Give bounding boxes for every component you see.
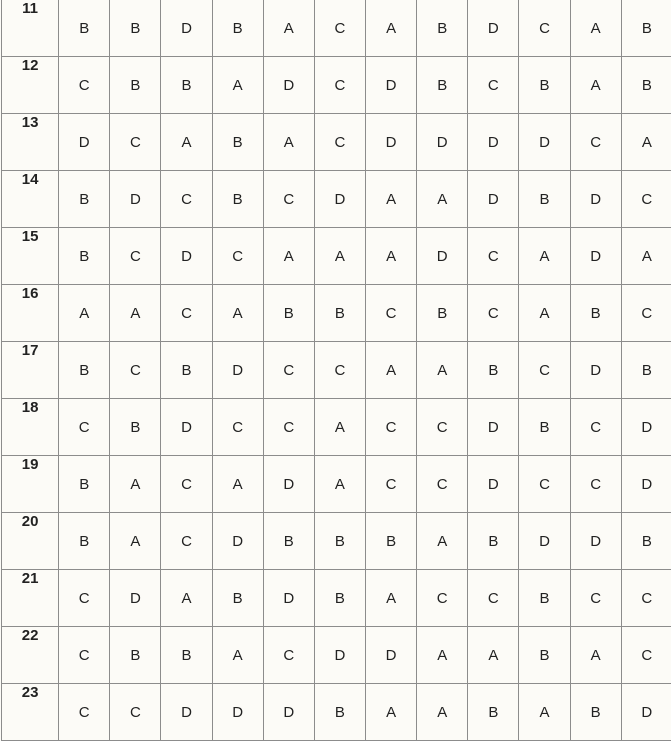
answer-cell: D xyxy=(570,171,621,228)
table-row xyxy=(2,399,671,456)
answer-cell: B xyxy=(519,399,570,456)
answer-cell: B xyxy=(519,570,570,627)
table-row xyxy=(2,0,671,57)
question-number: 18 xyxy=(2,399,59,456)
answer-cell: B xyxy=(110,627,161,684)
answer-cell: A xyxy=(212,627,263,684)
answer-cell: C xyxy=(110,684,161,741)
answer-cell: D xyxy=(468,456,519,513)
answer-cell: C xyxy=(570,114,621,171)
answer-cell: C xyxy=(417,456,468,513)
answer-cell: D xyxy=(366,114,417,171)
answer-cell: B xyxy=(212,114,263,171)
answer-cell: C xyxy=(161,456,212,513)
answer-cell: C xyxy=(570,399,621,456)
answer-cell: C xyxy=(59,57,110,114)
answer-cell: B xyxy=(519,57,570,114)
answer-cell: D xyxy=(110,171,161,228)
answer-cell: A xyxy=(468,627,519,684)
answer-cell: A xyxy=(366,684,417,741)
answer-cell: A xyxy=(212,285,263,342)
answer-cell: B xyxy=(417,57,468,114)
answer-cell: D xyxy=(263,456,314,513)
answer-cell: A xyxy=(519,228,570,285)
answer-cell: C xyxy=(519,342,570,399)
answer-cell: D xyxy=(212,342,263,399)
answer-cell: A xyxy=(621,114,671,171)
answer-cell: A xyxy=(570,627,621,684)
answer-cell: C xyxy=(314,57,365,114)
answer-cell: C xyxy=(314,0,365,57)
answer-key-table xyxy=(1,0,671,741)
answer-cell: D xyxy=(366,57,417,114)
table-row xyxy=(2,57,671,114)
answer-cell: C xyxy=(212,228,263,285)
answer-cell: A xyxy=(263,0,314,57)
answer-cell: C xyxy=(161,285,212,342)
answer-cell: C xyxy=(59,684,110,741)
table-row xyxy=(2,684,671,741)
answer-cell: B xyxy=(59,228,110,285)
answer-cell: C xyxy=(468,57,519,114)
answer-cell: B xyxy=(263,285,314,342)
answer-cell: C xyxy=(263,171,314,228)
answer-cell: D xyxy=(314,171,365,228)
answer-cell: C xyxy=(161,171,212,228)
answer-cell: C xyxy=(263,399,314,456)
answer-cell: C xyxy=(110,342,161,399)
answer-cell: A xyxy=(212,456,263,513)
answer-cell: A xyxy=(417,627,468,684)
answer-cell: B xyxy=(621,0,671,57)
answer-cell: B xyxy=(59,0,110,57)
answer-cell: C xyxy=(621,627,671,684)
answer-cell: C xyxy=(314,114,365,171)
question-number: 22 xyxy=(2,627,59,684)
answer-cell: D xyxy=(519,114,570,171)
answer-cell: D xyxy=(417,228,468,285)
table-row xyxy=(2,570,671,627)
answer-cell: D xyxy=(570,228,621,285)
answer-cell: B xyxy=(110,399,161,456)
answer-cell: B xyxy=(161,342,212,399)
answer-cell: B xyxy=(468,513,519,570)
answer-cell: C xyxy=(417,570,468,627)
answer-cell: A xyxy=(263,228,314,285)
answer-cell: D xyxy=(468,114,519,171)
table-row xyxy=(2,627,671,684)
answer-cell: C xyxy=(621,171,671,228)
answer-cell: A xyxy=(570,57,621,114)
answer-cell: D xyxy=(161,399,212,456)
table-row xyxy=(2,171,671,228)
answer-cell: C xyxy=(468,570,519,627)
answer-cell: C xyxy=(621,570,671,627)
answer-cell: B xyxy=(314,513,365,570)
answer-cell: A xyxy=(161,570,212,627)
answer-cell: C xyxy=(212,399,263,456)
answer-cell: C xyxy=(110,114,161,171)
answer-cell: B xyxy=(417,285,468,342)
answer-cell: C xyxy=(366,399,417,456)
table-row xyxy=(2,285,671,342)
answer-cell: A xyxy=(519,285,570,342)
answer-cell: D xyxy=(110,570,161,627)
answer-cell: B xyxy=(468,342,519,399)
question-number: 12 xyxy=(2,57,59,114)
answer-cell: D xyxy=(314,627,365,684)
question-number: 15 xyxy=(2,228,59,285)
answer-cell: B xyxy=(59,456,110,513)
answer-cell: D xyxy=(161,0,212,57)
answer-cell: D xyxy=(468,399,519,456)
answer-cell: A xyxy=(110,456,161,513)
answer-cell: D xyxy=(621,399,671,456)
answer-cell: B xyxy=(59,513,110,570)
answer-cell: A xyxy=(314,228,365,285)
answer-cell: B xyxy=(314,285,365,342)
question-number: 11 xyxy=(2,0,59,57)
answer-cell: B xyxy=(570,684,621,741)
answer-cell: B xyxy=(519,171,570,228)
question-number: 17 xyxy=(2,342,59,399)
question-number: 23 xyxy=(2,684,59,741)
answer-cell: A xyxy=(621,228,671,285)
answer-cell: C xyxy=(366,456,417,513)
answer-cell: A xyxy=(59,285,110,342)
answer-cell: C xyxy=(59,627,110,684)
answer-cell: C xyxy=(161,513,212,570)
answer-cell: B xyxy=(110,57,161,114)
question-number: 13 xyxy=(2,114,59,171)
answer-cell: C xyxy=(263,627,314,684)
answer-cell: A xyxy=(417,171,468,228)
answer-cell: A xyxy=(417,342,468,399)
answer-cell: D xyxy=(366,627,417,684)
answer-cell: A xyxy=(366,171,417,228)
answer-cell: D xyxy=(161,228,212,285)
answer-cell: D xyxy=(263,684,314,741)
answer-cell: C xyxy=(570,456,621,513)
answer-cell: A xyxy=(366,0,417,57)
question-number: 21 xyxy=(2,570,59,627)
answer-cell: A xyxy=(366,342,417,399)
answer-cell: B xyxy=(212,0,263,57)
answer-cell: C xyxy=(314,342,365,399)
table-row xyxy=(2,342,671,399)
answer-cell: C xyxy=(110,228,161,285)
answer-cell: C xyxy=(59,570,110,627)
answer-cell: C xyxy=(468,285,519,342)
answer-cell: B xyxy=(468,684,519,741)
answer-cell: D xyxy=(621,684,671,741)
answer-cell: D xyxy=(417,114,468,171)
answer-cell: A xyxy=(570,0,621,57)
answer-cell: D xyxy=(621,456,671,513)
answer-cell: C xyxy=(59,399,110,456)
answer-cell: A xyxy=(417,513,468,570)
answer-cell: B xyxy=(161,627,212,684)
table-row xyxy=(2,228,671,285)
question-number: 14 xyxy=(2,171,59,228)
answer-cell: B xyxy=(519,627,570,684)
table-row xyxy=(2,513,671,570)
answer-cell: A xyxy=(110,285,161,342)
answer-cell: B xyxy=(417,0,468,57)
table-row xyxy=(2,456,671,513)
answer-cell: C xyxy=(417,399,468,456)
answer-cell: C xyxy=(621,285,671,342)
answer-cell: A xyxy=(161,114,212,171)
answer-key-body xyxy=(2,0,671,741)
answer-cell: A xyxy=(212,57,263,114)
answer-cell: B xyxy=(59,342,110,399)
answer-cell: C xyxy=(468,228,519,285)
answer-cell: B xyxy=(263,513,314,570)
answer-cell: A xyxy=(110,513,161,570)
table-row xyxy=(2,114,671,171)
answer-cell: A xyxy=(366,228,417,285)
answer-cell: B xyxy=(366,513,417,570)
question-number: 16 xyxy=(2,285,59,342)
answer-cell: B xyxy=(212,570,263,627)
answer-cell: D xyxy=(212,684,263,741)
answer-cell: D xyxy=(212,513,263,570)
answer-cell: C xyxy=(366,285,417,342)
answer-cell: D xyxy=(468,171,519,228)
answer-cell: A xyxy=(417,684,468,741)
answer-cell: A xyxy=(263,114,314,171)
answer-cell: B xyxy=(621,513,671,570)
answer-cell: D xyxy=(570,513,621,570)
answer-cell: C xyxy=(570,570,621,627)
answer-cell: B xyxy=(314,570,365,627)
answer-cell: C xyxy=(263,342,314,399)
answer-cell: A xyxy=(366,570,417,627)
answer-cell: D xyxy=(519,513,570,570)
answer-cell: B xyxy=(212,171,263,228)
answer-cell: D xyxy=(59,114,110,171)
answer-cell: A xyxy=(314,399,365,456)
answer-cell: D xyxy=(263,57,314,114)
answer-cell: A xyxy=(314,456,365,513)
answer-cell: C xyxy=(519,0,570,57)
answer-cell: A xyxy=(519,684,570,741)
answer-cell: B xyxy=(110,0,161,57)
answer-cell: B xyxy=(314,684,365,741)
answer-cell: D xyxy=(263,570,314,627)
answer-cell: B xyxy=(161,57,212,114)
answer-cell: B xyxy=(621,342,671,399)
question-number: 20 xyxy=(2,513,59,570)
answer-cell: D xyxy=(468,0,519,57)
answer-cell: B xyxy=(59,171,110,228)
answer-cell: B xyxy=(570,285,621,342)
answer-cell: C xyxy=(519,456,570,513)
answer-cell: D xyxy=(161,684,212,741)
answer-cell: B xyxy=(621,57,671,114)
question-number: 19 xyxy=(2,456,59,513)
answer-cell: D xyxy=(570,342,621,399)
